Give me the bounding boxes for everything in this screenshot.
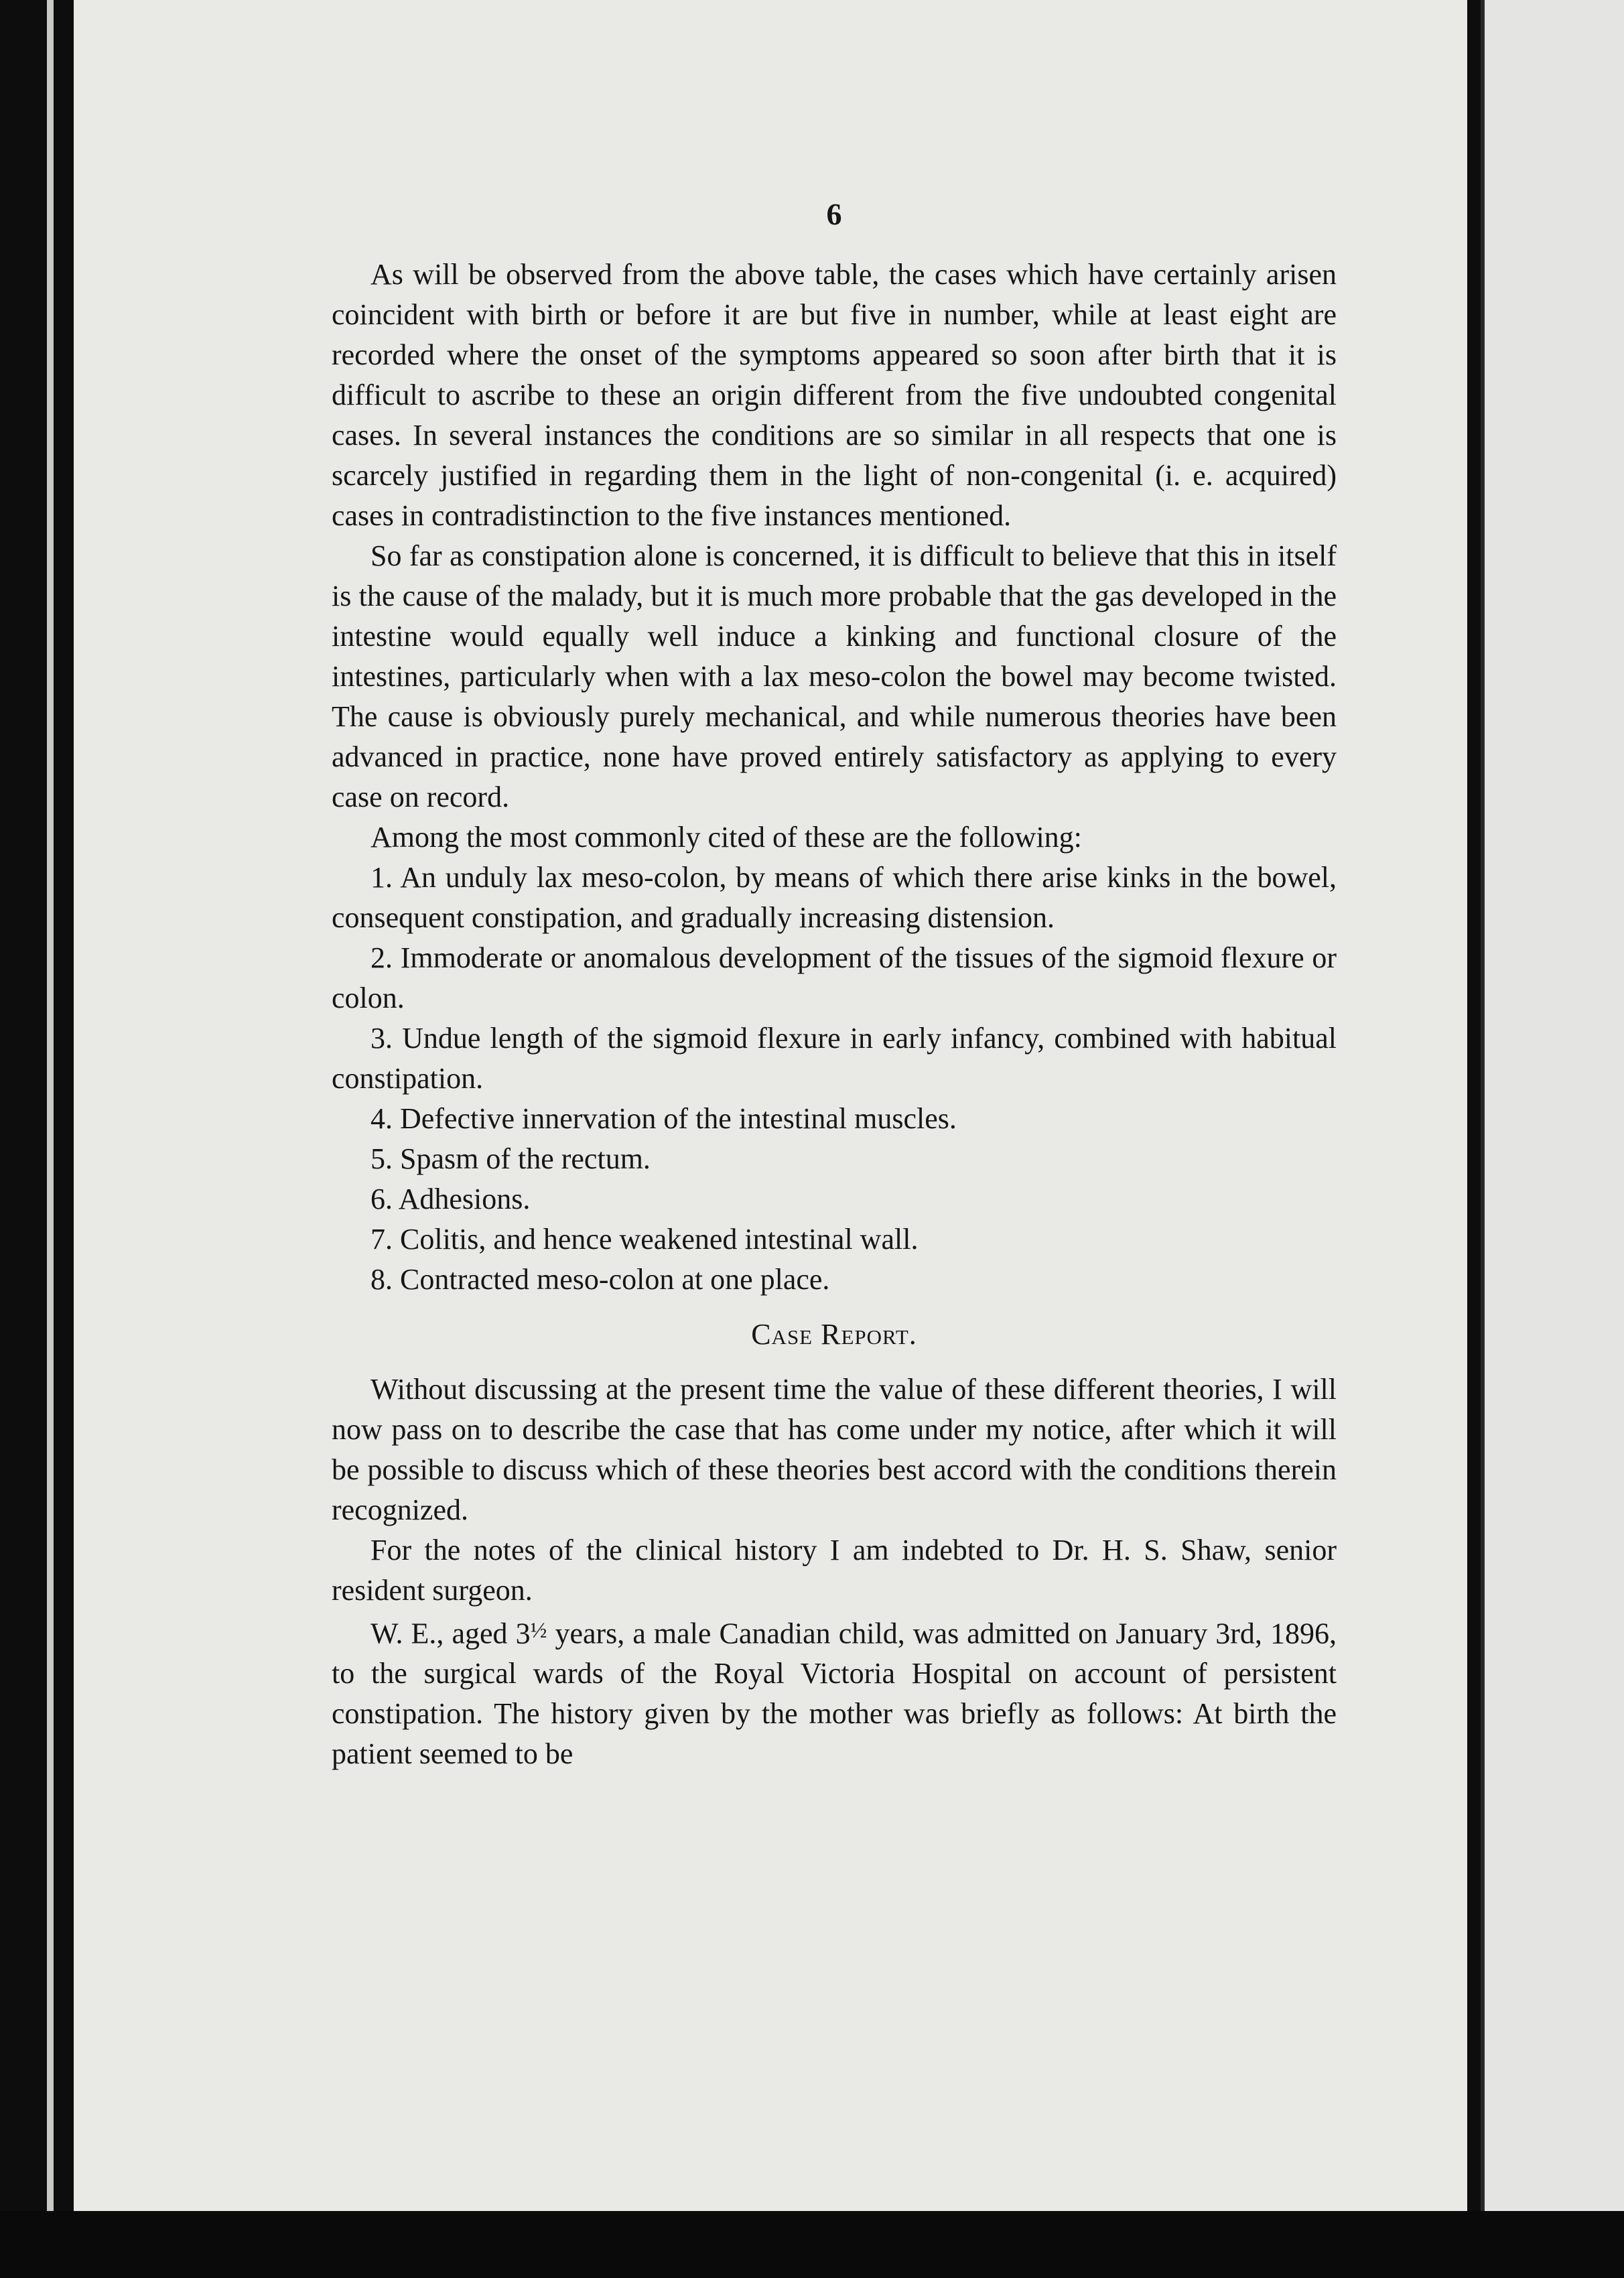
paragraph-patient-history <box>332 1611 1337 1774</box>
list-item: 1. An unduly lax meso-colon, by means of which there arise kinks in the bowel, consequent constipation, and gradually increasing distension. <box>332 861 1337 934</box>
list-item: 5. Spasm of the rectum. <box>370 1142 651 1175</box>
paragraph-table-observation: As will be observed from the above table, the cases which have certainly arisen coincident with birth or before it are but five in number, while at least eight are recorded where the onset of the symptoms appeared so soon after birth that it is difficult to ascribe to these an origin different from the five undoubted congenital cases. In several instances the conditions are so similar in all respects that one is scarcely justified in regarding them in the light of non-congenital (i. e. acquired) cases in contradistinction to the five instances mentioned. <box>332 258 1337 532</box>
section-heading: Case Report. <box>751 1318 917 1351</box>
list-item: 2. Immoderate or anomalous development of the tissues of the sigmoid flexure or colon. <box>332 941 1337 1014</box>
paragraph-acknowledgement: For the notes of the clinical history I am indebted to Dr. H. S. Shaw, senior resident surgeon. <box>332 1534 1337 1607</box>
page-number: 6 <box>826 197 842 231</box>
patient-intro-text: W. E., aged 3 <box>370 1617 531 1650</box>
adjacent-page-edge <box>1481 0 1624 2218</box>
paragraph-constipation: So far as constipation alone is concerned, it is difficult to believe that this in itself is the cause of the malady, but it is much more probable that the gas developed in the intestine would equally well induce a kinking and functional closure of the intestines, particularly when with a lax meso-colon the bowel may become twisted. The cause is obviously purely mechanical, and while numerous theories have been advanced in practice, none have proved entirely satisfactory as applying to every case on record. <box>332 539 1337 813</box>
list-item: 7. Colitis, and hence weakened intestinal wall. <box>370 1223 919 1256</box>
list-item: 4. Defective innervation of the intestinal muscles. <box>370 1102 957 1135</box>
binding-edge <box>47 0 54 2211</box>
list-item: 8. Contracted meso-colon at one place. <box>370 1263 830 1296</box>
page-text <box>332 194 1337 1774</box>
scan-border <box>0 2211 1624 2278</box>
list-item: 6. Adhesions. <box>370 1183 531 1215</box>
list-item: 3. Undue length of the sigmoid flexure in early infancy, combined with habitual constipation. <box>332 1022 1337 1095</box>
age-fraction: ½ <box>530 1619 547 1643</box>
paragraph-case-intro: Without discussing at the present time the value of these different theories, I will now pass on to describe the case that has come under my notice, after which it will be possible to discuss which of these theories best accord with the conditions therein recognized. <box>332 1373 1337 1526</box>
patient-history-text: years, a male Canadian child, was admitted on January 3rd, 1896, to the surgical wards of the Royal Victoria Hospital on account of persistent constipation. The history given by the mother was briefly as follows: At birth the patient seemed to be <box>332 1617 1337 1771</box>
paragraph-theories-intro: Among the most commonly cited of these are the following: <box>370 821 1082 854</box>
